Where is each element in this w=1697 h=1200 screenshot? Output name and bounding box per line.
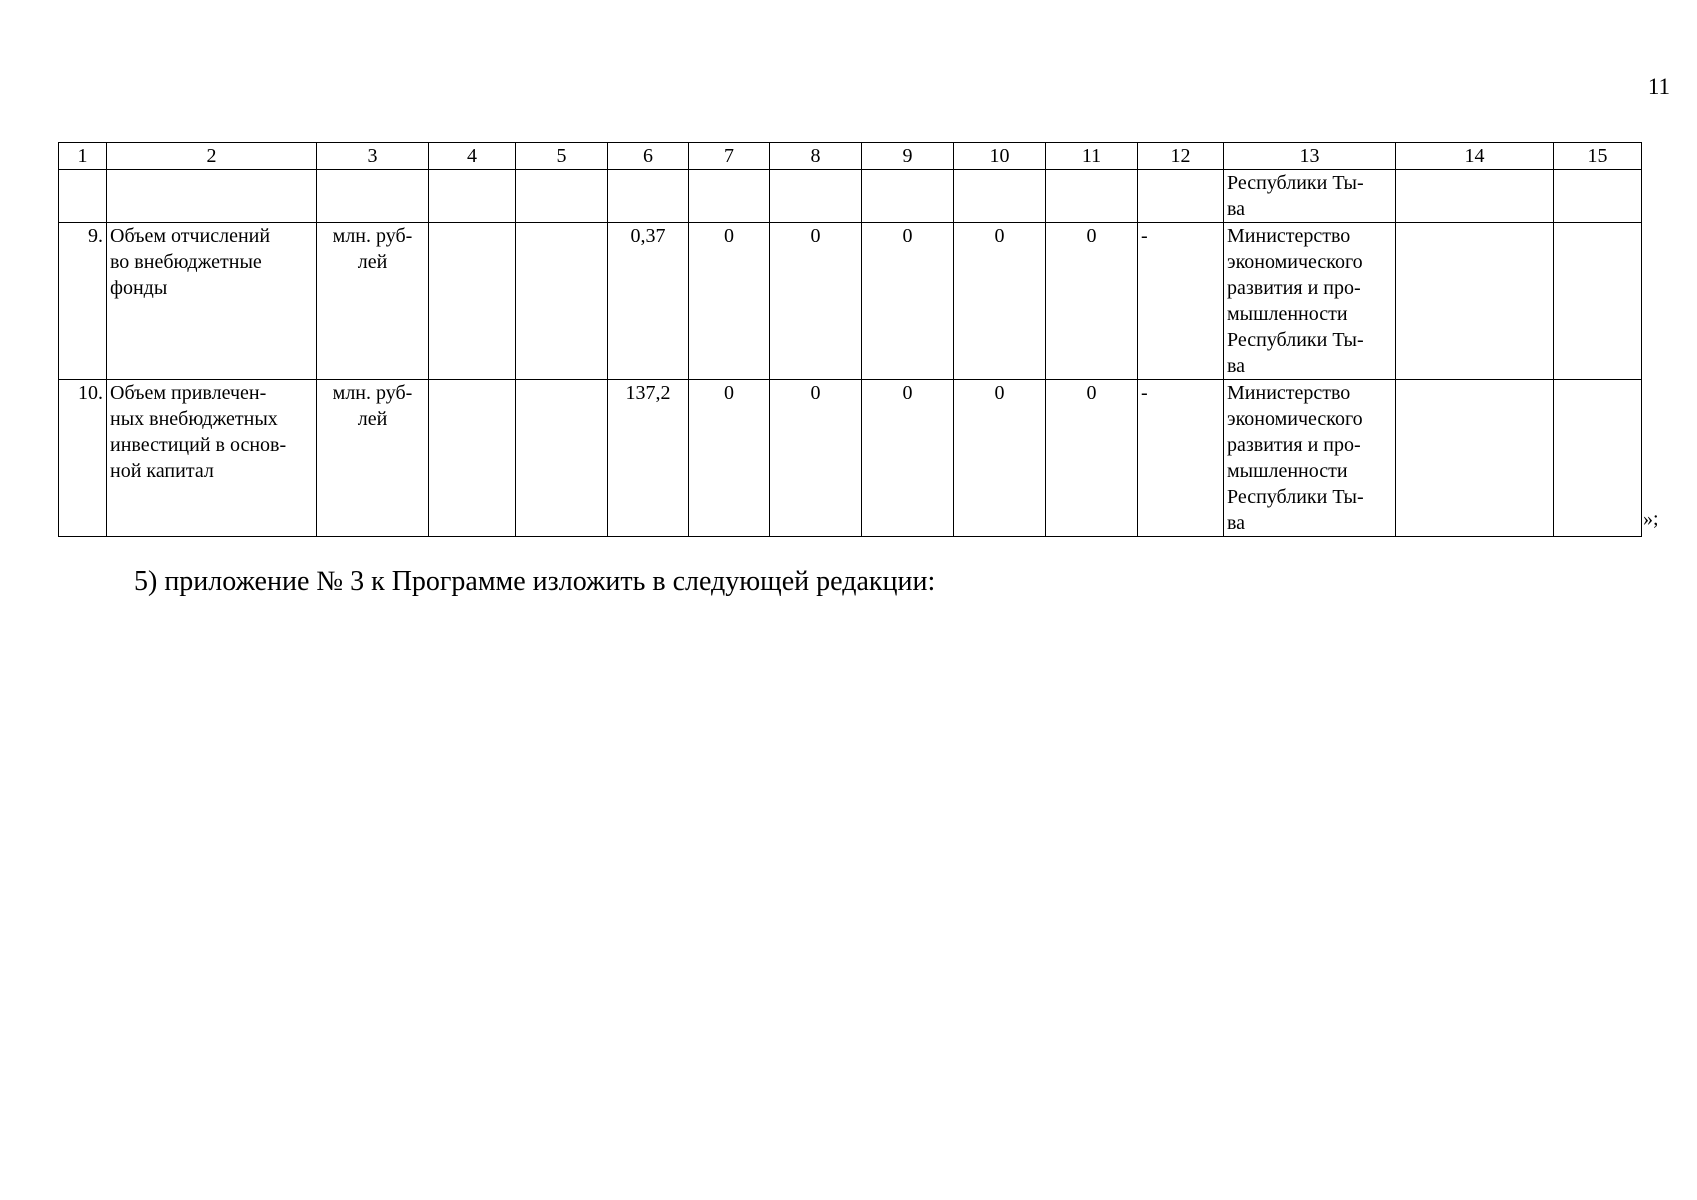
unit-cell: млн. руб- лей <box>317 380 429 537</box>
indicator-name: Объем отчислений во внебюджетные фонды <box>107 223 317 380</box>
value-cell: 0 <box>689 223 770 380</box>
value-cell: 0 <box>1046 380 1138 537</box>
value-cell: 0,37 <box>608 223 689 380</box>
value-cell: - <box>1138 223 1224 380</box>
value-cell <box>1554 223 1642 380</box>
column-number-row <box>59 143 1642 170</box>
table-row <box>59 223 1642 380</box>
value-cell: 0 <box>954 380 1046 537</box>
value-cell: 0 <box>862 380 954 537</box>
indicator-name: Объем привлечен- ных внебюджетных инвестиций в основ- ной капитал <box>107 380 317 537</box>
continuation-row <box>59 170 1642 223</box>
responsible-cell: Республики Ты- ва <box>1224 170 1396 223</box>
value-cell: 0 <box>689 380 770 537</box>
value-cell: 0 <box>862 223 954 380</box>
indicators-table <box>58 142 1642 537</box>
value-cell: - <box>1138 380 1224 537</box>
amendment-paragraph: 5) приложение № 3 к Программе изложить в следующей редакции: <box>134 566 936 597</box>
column-number: 15 <box>1554 143 1642 170</box>
table-row <box>59 380 1642 537</box>
value-cell: 0 <box>954 223 1046 380</box>
column-number: 5 <box>516 143 608 170</box>
row-number: 10. <box>59 380 107 537</box>
column-number: 1 <box>59 143 107 170</box>
column-number: 11 <box>1046 143 1138 170</box>
column-number: 6 <box>608 143 689 170</box>
column-number: 8 <box>770 143 862 170</box>
column-number: 14 <box>1396 143 1554 170</box>
responsible-cell: Министерство экономического развития и про- мышленности Республики Ты- ва <box>1224 380 1396 537</box>
value-cell <box>429 223 516 380</box>
column-number: 13 <box>1224 143 1396 170</box>
column-number: 9 <box>862 143 954 170</box>
value-cell <box>1396 380 1554 537</box>
unit-cell: млн. руб- лей <box>317 223 429 380</box>
column-number: 2 <box>107 143 317 170</box>
value-cell: 0 <box>770 380 862 537</box>
value-cell <box>1396 223 1554 380</box>
value-cell: 0 <box>1046 223 1138 380</box>
column-number: 12 <box>1138 143 1224 170</box>
column-number: 4 <box>429 143 516 170</box>
responsible-cell: Министерство экономического развития и про- мышленности Республики Ты- ва <box>1224 223 1396 380</box>
column-number: 7 <box>689 143 770 170</box>
value-cell: 0 <box>770 223 862 380</box>
value-cell <box>1554 380 1642 537</box>
value-cell <box>516 380 608 537</box>
value-cell <box>516 223 608 380</box>
closing-quote: »; <box>1643 508 1659 530</box>
column-number: 3 <box>317 143 429 170</box>
value-cell: 137,2 <box>608 380 689 537</box>
column-number: 10 <box>954 143 1046 170</box>
row-number: 9. <box>59 223 107 380</box>
value-cell <box>429 380 516 537</box>
page-number: 11 <box>1647 74 1670 99</box>
